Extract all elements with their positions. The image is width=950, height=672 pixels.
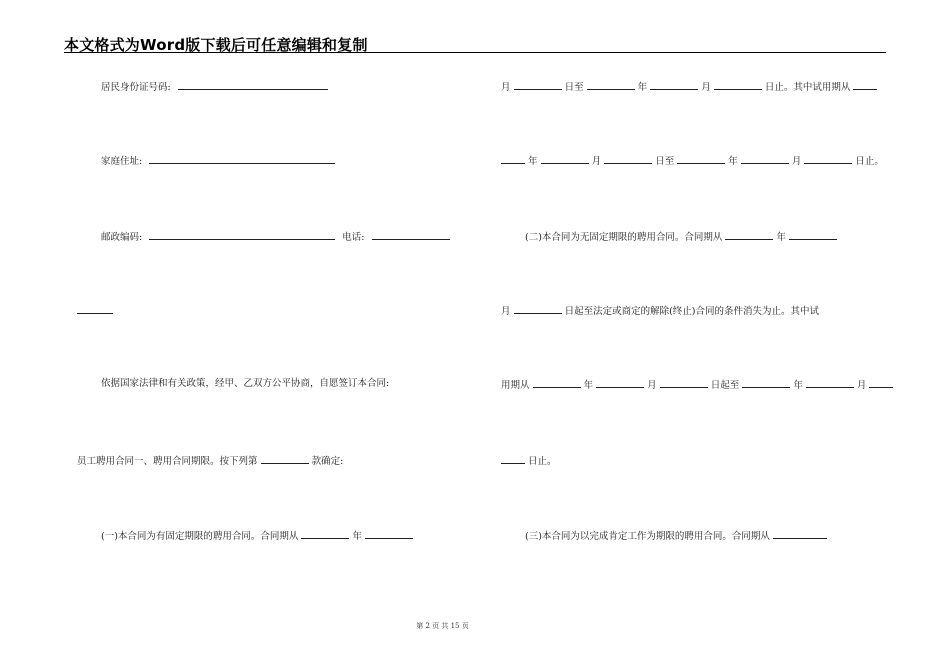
phone-blank [372, 230, 450, 240]
postal-phone-line [101, 230, 450, 244]
r1-month-label: 月 [501, 82, 511, 93]
fixed-term-year-label: 年 [352, 531, 362, 542]
r2-day2-blank [804, 154, 852, 164]
task-term-blank [773, 529, 827, 539]
term-intro-line [77, 454, 343, 468]
r5-year2-label: 年 [793, 380, 803, 391]
address-label: 家庭住址: [101, 156, 143, 167]
header-divider [64, 52, 886, 53]
fixed-term-year-blank [301, 529, 349, 539]
id-number-line [101, 80, 328, 94]
clause-number-blank [261, 454, 309, 464]
r2-end-text: 日止。 [855, 156, 884, 167]
address-blank [149, 154, 335, 164]
open-term-year-label: 年 [776, 232, 786, 243]
r4-month-label: 月 [501, 306, 511, 317]
r1-end-text: 日止。其中试用期从 [764, 82, 851, 93]
id-number-blank [178, 80, 328, 90]
r1-year-blank [587, 80, 635, 90]
r5-year2-blank [742, 378, 790, 388]
r5-year-label: 年 [583, 380, 594, 391]
r2-month2-blank [741, 154, 789, 164]
right-line-7 [525, 529, 827, 543]
task-term-text: (三)本合同为以完成肯定工作为期限的聘用合同。合同期从 [525, 531, 770, 542]
r5-start-text: 用期从 [501, 380, 530, 391]
r5-day-blank [660, 378, 708, 388]
r5-day2-blank [869, 378, 893, 388]
term-intro-text: 员工聘用合同一、聘用合同期限。按下列第 [77, 456, 258, 467]
r5-day-to-label: 日起至 [710, 380, 740, 391]
right-line-1 [501, 80, 877, 94]
r5-month2-blank [806, 378, 854, 388]
r5-month-blank [596, 378, 644, 388]
r1-month2-label: 月 [701, 82, 711, 93]
r2-year2-label: 年 [728, 156, 738, 167]
open-term-text: (二)本合同为无固定期限的聘用合同。合同期从 [525, 232, 723, 243]
address-line [101, 154, 335, 168]
r1-day2-blank [714, 80, 762, 90]
right-line-4 [501, 304, 819, 318]
r2-year-label: 年 [528, 156, 538, 167]
postal-code-blank [149, 230, 335, 240]
contract-basis-line [101, 378, 389, 390]
r1-day-to-label: 日至 [564, 82, 584, 93]
r6-lead-blank [501, 454, 525, 464]
r5-year-blank [533, 378, 581, 388]
term-intro-text-end: 款确定: [311, 456, 344, 467]
r2-month-blank [541, 154, 589, 164]
r1-month-blank [650, 80, 698, 90]
r2-day-to-label: 日至 [655, 156, 675, 167]
right-line-2 [501, 154, 884, 168]
r2-year2-blank [677, 154, 725, 164]
document-header-title: 本文格式为Word版下载后可任意编辑和复制 [64, 36, 368, 54]
r6-end-text: 日止。 [528, 456, 557, 467]
r1-trial-year-blank [853, 80, 877, 90]
right-line-6 [501, 454, 557, 468]
phone-label: 电话: [342, 232, 365, 243]
r4-day-blank [514, 304, 562, 314]
id-number-label: 居民身份证号码: [101, 82, 171, 93]
open-term-year-blank [725, 230, 773, 240]
r2-month2-label: 月 [791, 156, 802, 167]
right-line-3 [525, 230, 837, 244]
page-number-footer: 第 2 页 共 15 页 [416, 622, 469, 630]
right-line-5 [501, 378, 893, 392]
r2-day-blank [604, 154, 652, 164]
contract-basis-text: 依据国家法律和有关政策，经甲、乙双方公平协商，自愿签订本合同: [101, 378, 390, 389]
fixed-term-month-blank [365, 529, 413, 539]
r1-year-label: 年 [637, 82, 648, 93]
r2-month-label: 月 [591, 156, 602, 167]
open-term-month-blank [789, 230, 837, 240]
r2-lead-blank [501, 154, 525, 164]
fixed-term-line [101, 529, 413, 543]
r5-month-label: 月 [647, 380, 657, 391]
phone-continuation-line [77, 304, 113, 318]
r5-month2-label: 月 [856, 380, 867, 391]
r1-day-blank [514, 80, 562, 90]
fixed-term-text: (一)本合同为有固定期限的聘用合同。合同期从 [101, 531, 299, 542]
r4-text: 日起至法定或商定的解除(终止)合同的条件消失为止。其中试 [564, 306, 819, 317]
postal-code-label: 邮政编码: [101, 232, 143, 243]
phone-continuation-blank [77, 304, 113, 314]
